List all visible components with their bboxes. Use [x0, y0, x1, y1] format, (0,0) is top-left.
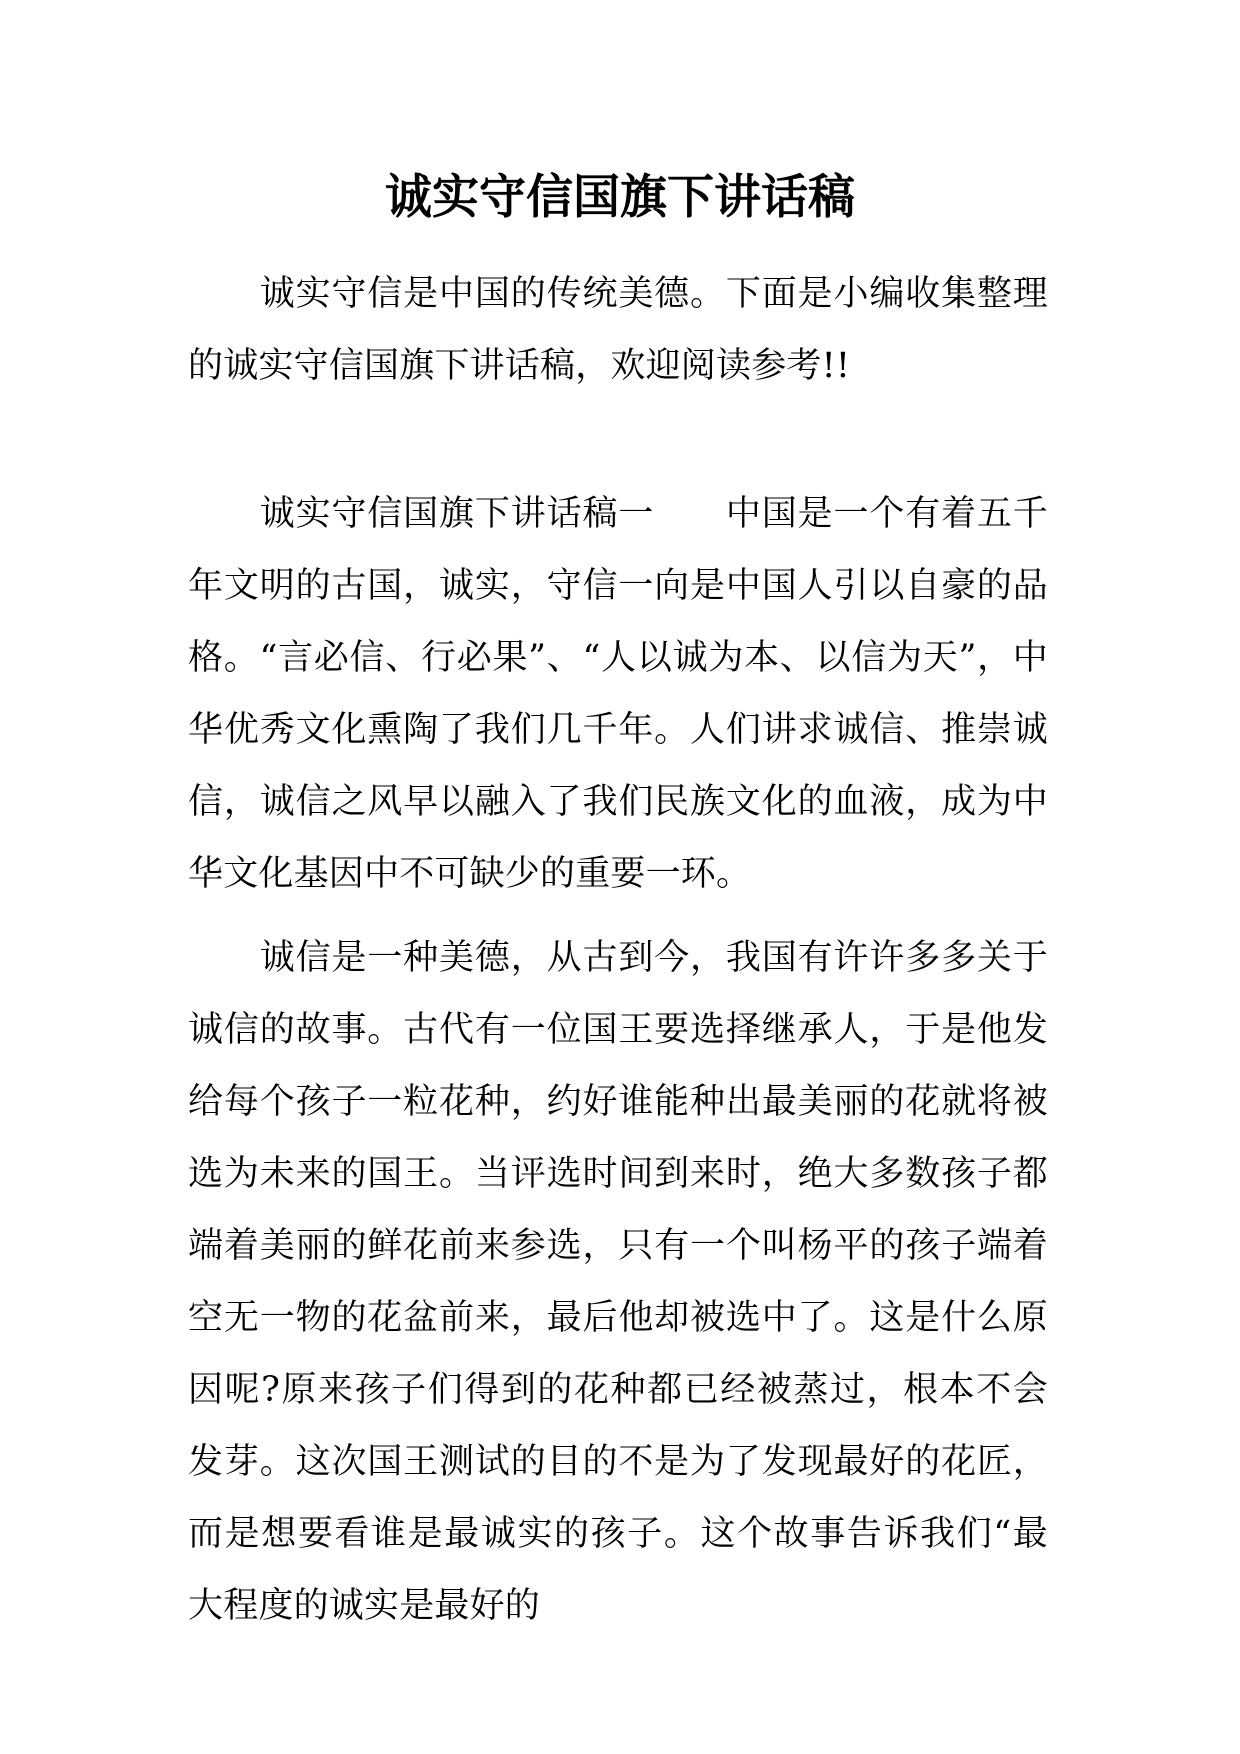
document-title: 诚实守信国旗下讲话稿 [385, 170, 855, 225]
intro-paragraph: 诚实守信是中国的传统美德。下面是小编收集整理的诚实守信国旗下讲话稿，欢迎阅读参考!! [188, 274, 1048, 386]
story-paragraph: 诚信是一种美德，从古到今，我国有许许多多关于诚信的故事。古代有一位国王要选择继承人，于是他发给每个孩子一粒花种，约好谁能种出最美丽的花就将被选为未来的国王。当评选时间到来时，绝大多数孩子都端着美丽的鲜花前来参选，只有一个叫杨平的孩子端着空无一物的花盆前来，最后他却被选中了。这是什么原因呢?原来孩子们得到的花种都已经被蒸过，根本不会发芽。这次国王测试的目的不是为了发现最好的花匠，而是想要看谁是最诚实的孩子。这个故事告诉我们“最大程度的诚实是最好的 [188, 938, 1048, 1626]
speech-one-paragraph: 诚实守信国旗下讲话稿一 中国是一个有着五千年文明的古国，诚实，守信一向是中国人引以自豪的品格。“言必信、行必果”、“人以诚为本、以信为天”，中华优秀文化熏陶了我们几千年。人们讲求诚信、推崇诚信，诚信之风早以融入了我们民族文化的血液，成为中华文化基因中不可缺少的重要一环。 [188, 494, 1048, 894]
